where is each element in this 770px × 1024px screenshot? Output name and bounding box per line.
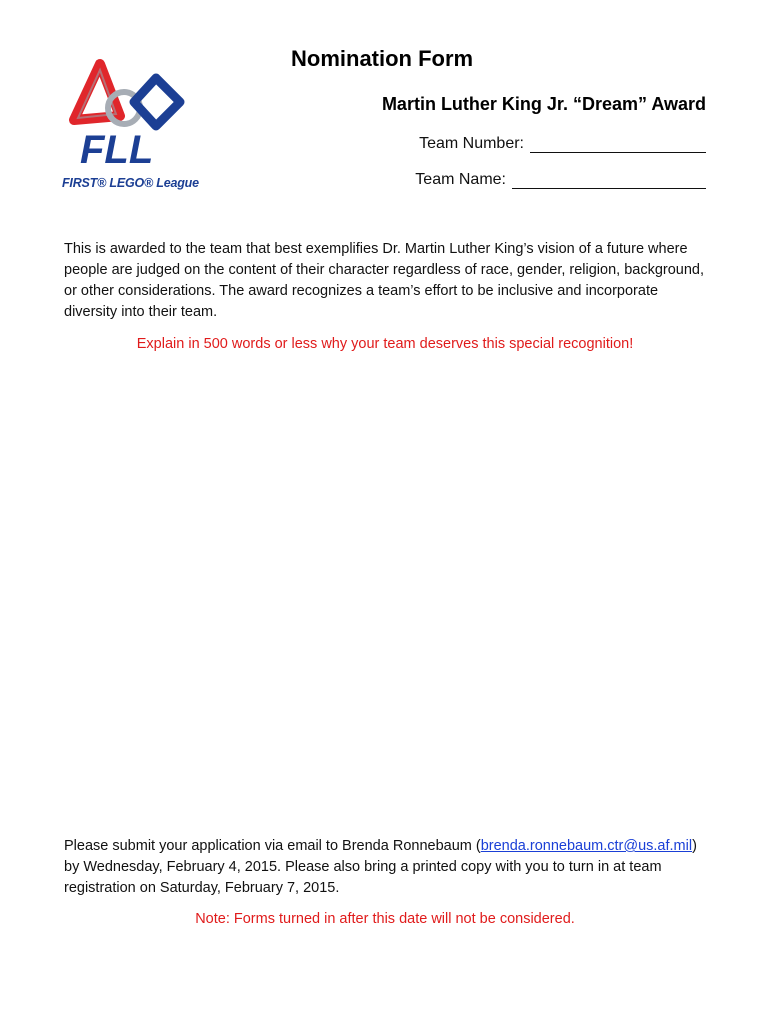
instruction-text: Explain in 500 words or less why your team deserves this special recognition! <box>136 336 634 352</box>
submit-suffix: ) by Wednesday, February 4, 2015. Please also bring a printed copy with you to turn in at team registration on Saturday, February 7, 2015. <box>64 838 697 896</box>
page-title: Nomination Form <box>291 46 474 71</box>
team-number-label: Team Number: <box>419 135 524 152</box>
deadline-note: Note: Forms turned in after this date will not be considered. <box>195 911 575 927</box>
email-link[interactable]: brenda.ronnebaum.ctr@us.af.mil <box>480 838 693 854</box>
submission-instructions <box>64 836 714 899</box>
logo-letters: FLL <box>80 128 154 168</box>
fll-logo <box>62 58 199 198</box>
team-number-line[interactable] <box>530 136 706 153</box>
team-name-label: Team Name: <box>415 171 506 188</box>
submit-prefix: Please submit your application via email to Brenda Ronnebaum ( <box>64 838 481 854</box>
logo-caption: FIRST® LEGO® League <box>62 176 199 190</box>
award-description: This is awarded to the team that best exemplifies Dr. Martin Luther King’s vision of a future where people are judged on the content of their character regardless of race, gender, religion, background, or other considerations. The award recognizes a team’s effort to be inclusive and incorporate diversity into their team. <box>64 241 705 320</box>
team-number-field[interactable] <box>419 135 706 153</box>
team-name-line[interactable] <box>512 172 706 189</box>
award-title: Martin Luther King Jr. “Dream” Award <box>381 94 706 114</box>
team-name-field[interactable] <box>415 171 706 189</box>
fll-logo-mark <box>62 58 192 168</box>
